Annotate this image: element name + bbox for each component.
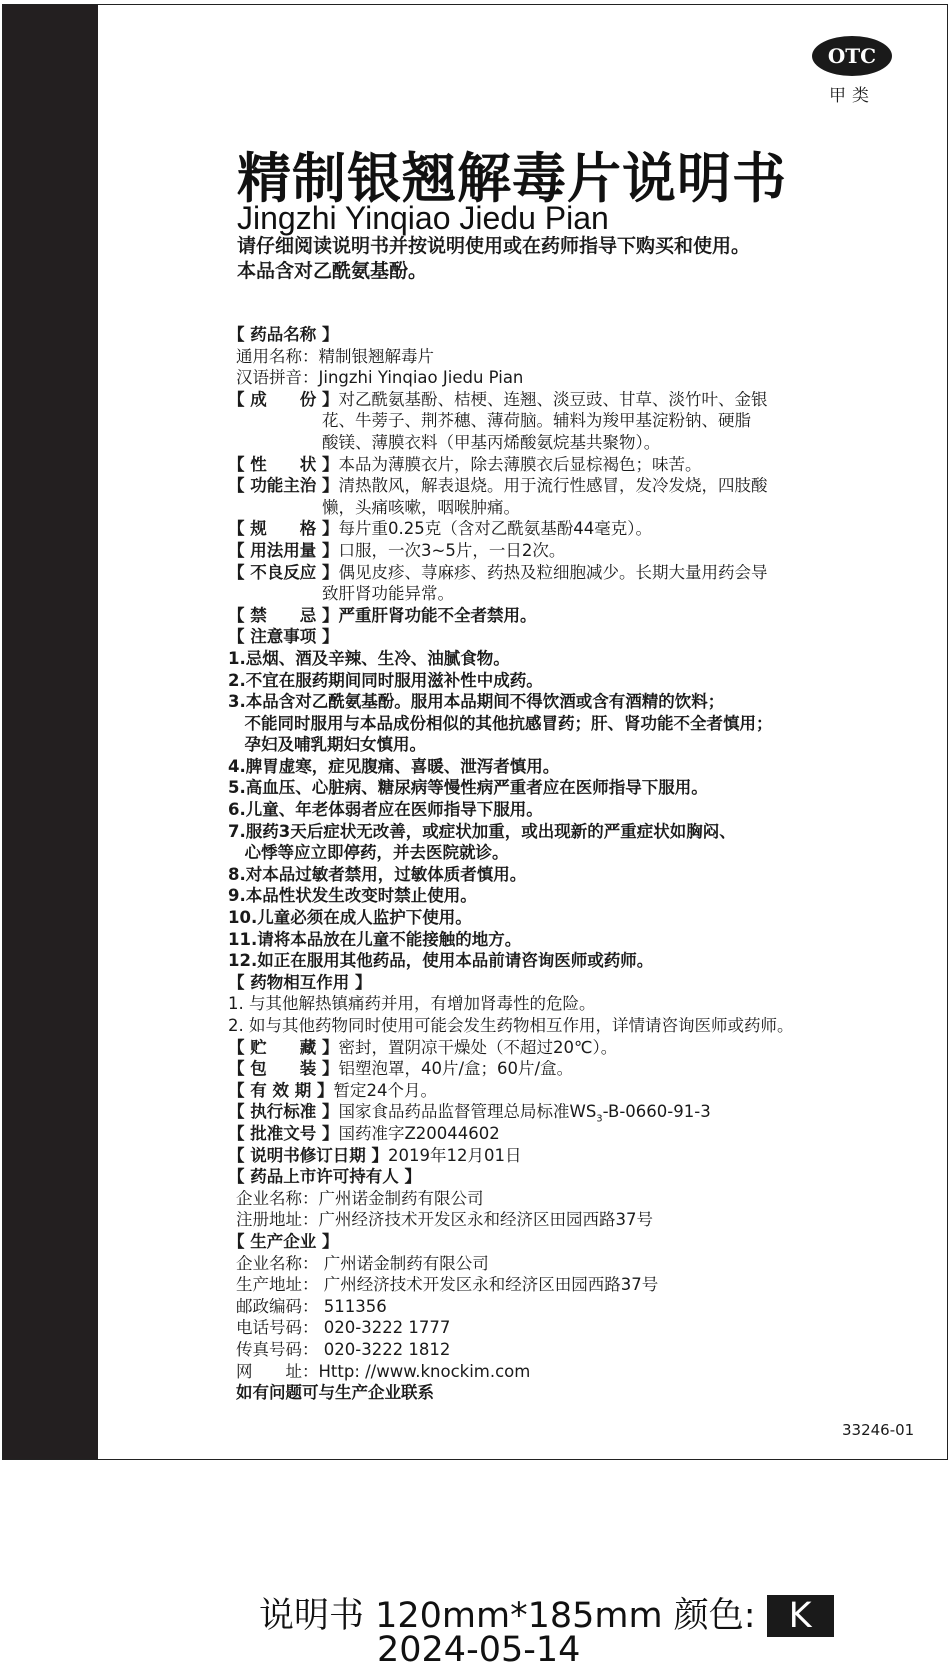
left-black-bar xyxy=(3,5,98,1459)
approval-line xyxy=(228,1123,888,1145)
storage-text: 密封，置阴凉干燥处（不超过20℃）。 xyxy=(338,1037,618,1057)
dosage-text: 口服，一次3~5片，一日2次。 xyxy=(338,540,566,560)
indications-line-1 xyxy=(228,475,888,497)
precaution-item: 3.本品含对乙酰氨基酚。服用本品期间不得饮酒或含有酒精的饮料； xyxy=(228,692,725,712)
revision-label: 【 说明书修订日期 】 xyxy=(228,1145,388,1165)
ingredients-line-2: 花、牛蒡子、荆芥穗、薄荷脑。辅料为羧甲基淀粉钠、硬脂 xyxy=(322,411,751,431)
precaution-item: 2.不宜在服药期间同时服用滋补性中成药。 xyxy=(228,670,543,690)
interaction-item: 2. 如与其他药物同时使用可能会发生药物相互作用，详情请咨询医师或药师。 xyxy=(228,1016,794,1035)
otc-badge: OTC xyxy=(812,36,892,76)
precaution-item: 不能同时服用与本品成份相似的其他抗感冒药；肝、肾功能不全者慎用； xyxy=(228,713,773,733)
revision-text: 2019年12月01日 xyxy=(388,1145,522,1165)
precaution-item: 孕妇及哺乳期妇女慎用。 xyxy=(228,735,426,755)
manufacturer-website: 网 址：Http: //www.knockim.com xyxy=(236,1361,531,1381)
leaflet-pinyin: Jingzhi Yinqiao Jiedu Pian xyxy=(237,200,609,236)
precaution-item: 4.脾胃虚寒，症见腹痛、喜暖、泄泻者慎用。 xyxy=(228,756,560,776)
storage-label: 【 贮 藏 】 xyxy=(228,1037,339,1057)
ingredients-text: 对乙酰氨基酚、桔梗、连翘、淡豆豉、甘草、淡竹叶、金银 xyxy=(338,389,768,409)
indications-label: 【 功能主治 】 xyxy=(228,476,339,496)
standard-text-suffix: -B-0660-91-3 xyxy=(602,1102,711,1122)
adverse-line-1 xyxy=(228,562,888,584)
package-line xyxy=(228,1058,888,1080)
manufacturer-address: 生产地址： 广州经济技术开发区永和经济区田园西路37号 xyxy=(236,1275,659,1295)
precaution-item: 8.对本品过敏者禁用，过敏体质者慎用。 xyxy=(228,864,527,884)
indications-line-2: 懒，头痛咳嗽，咽喉肿痛。 xyxy=(322,497,520,517)
contact-note: 如有问题可与生产企业联系 xyxy=(236,1383,434,1403)
leaflet-title: 精制银翘解毒片说明书 xyxy=(237,147,787,210)
print-date: 2024-05-14 xyxy=(377,1630,581,1670)
spec-text: 每片重0.25克（含对乙酰氨基酚44毫克）。 xyxy=(338,519,652,539)
indications-text: 清热散风，解表退烧。用于流行性感冒，发冷发烧，四肢酸 xyxy=(338,476,768,496)
pinyin-name: 汉语拼音：Jingzhi Yinqiao Jiedu Pian xyxy=(236,368,524,388)
adverse-text: 偶见皮疹、荨麻疹、药热及粒细胞减少。长期大量用药会导 xyxy=(338,562,768,582)
appearance-text: 本品为薄膜衣片，除去薄膜衣后显棕褐色；味苦。 xyxy=(338,454,702,474)
standard-subscript: 3 xyxy=(596,1113,603,1125)
dosage-label: 【 用法用量 】 xyxy=(228,540,339,560)
package-text: 铝塑泡罩，40片/盒；60片/盒。 xyxy=(338,1059,574,1079)
dosage-line xyxy=(228,540,888,562)
approval-text: 国药准字Z20044602 xyxy=(338,1123,500,1143)
ingredient-notice: 本品含对乙酰氨基酚。 xyxy=(237,260,428,282)
standard-label: 【 执行标准 】 xyxy=(228,1102,339,1122)
otc-class-label: 甲类 xyxy=(829,86,875,106)
spec-label: 【 规 格 】 xyxy=(228,519,339,539)
contra-line xyxy=(228,605,888,627)
leaflet-code: 33246-01 xyxy=(842,1421,915,1439)
standard-line xyxy=(228,1101,888,1123)
manufacturer-heading: 【 生产企业 】 xyxy=(228,1231,339,1251)
precaution-item: 12.如正在服用其他药品，使用本品前请咨询医师或药师。 xyxy=(228,951,654,971)
adverse-line-2: 致肝肾功能异常。 xyxy=(322,584,454,604)
manufacturer-fax: 传真号码： 020-3222 1812 xyxy=(236,1339,451,1359)
usage-notice: 请仔细阅读说明书并按说明使用或在药师指导下购买和使用。 xyxy=(237,235,751,257)
holder-name: 企业名称：广州诺金制药有限公司 xyxy=(236,1188,484,1208)
ingredients-label: 【 成 份 】 xyxy=(228,389,339,409)
precaution-item: 1.忌烟、酒及辛辣、生冷、油腻食物。 xyxy=(228,648,510,668)
leaflet-body xyxy=(228,324,888,1404)
contra-label: 【 禁 忌 】 xyxy=(228,605,339,625)
generic-name: 通用名称：精制银翘解毒片 xyxy=(236,346,434,366)
precaution-item: 心悸等应立即停药，并去医院就诊。 xyxy=(228,843,509,863)
drug-name-heading: 【 药品名称 】 xyxy=(228,325,339,344)
spec-line xyxy=(228,518,888,540)
contra-text: 严重肝肾功能不全者禁用。 xyxy=(338,605,537,625)
holder-address: 注册地址：广州经济技术开发区永和经济区田园西路37号 xyxy=(236,1210,653,1230)
precaution-item: 5.高血压、心脏病、糖尿病等慢性病严重者应在医师指导下服用。 xyxy=(228,778,708,798)
ingredients-line-3: 酸镁、薄膜衣料（甲基丙烯酸氨烷基共聚物）。 xyxy=(322,432,661,452)
precaution-item: 6.儿童、年老体弱者应在医师指导下服用。 xyxy=(228,800,543,820)
manufacturer-name: 企业名称： 广州诺金制药有限公司 xyxy=(236,1253,489,1273)
precaution-item: 10.儿童必须在成人监护下使用。 xyxy=(228,908,472,928)
precaution-item: 11.请将本品放在儿童不能接触的地方。 xyxy=(228,929,522,949)
adverse-label: 【 不良反应 】 xyxy=(228,562,339,582)
validity-label: 【 有 效 期 】 xyxy=(228,1080,334,1100)
appearance-line xyxy=(228,454,888,476)
print-spec-text: 说明书 120mm*185mm 颜色: xyxy=(259,1596,756,1636)
holder-heading: 【 药品上市许可持有人 】 xyxy=(228,1167,421,1187)
precaution-item: 9.本品性状发生改变时禁止使用。 xyxy=(228,886,477,906)
revision-line xyxy=(228,1145,888,1167)
interaction-item: 1. 与其他解热镇痛药并用，有增加肾毒性的危险。 xyxy=(228,994,596,1014)
ingredients-line-1 xyxy=(228,389,888,411)
storage-line xyxy=(228,1037,888,1059)
manufacturer-postcode: 邮政编码： 511356 xyxy=(236,1296,387,1316)
approval-label: 【 批准文号 】 xyxy=(228,1123,339,1143)
package-label: 【 包 装 】 xyxy=(228,1059,339,1079)
manufacturer-phone: 电话号码： 020-3222 1777 xyxy=(236,1318,451,1338)
validity-text: 暂定24个月。 xyxy=(333,1080,437,1100)
color-chip: K xyxy=(767,1595,834,1637)
interactions-heading: 【 药物相互作用 】 xyxy=(228,972,372,992)
standard-text-prefix: 国家食品药品监督管理总局标准WS xyxy=(338,1102,597,1122)
precautions-heading: 【 注意事项 】 xyxy=(228,627,339,647)
appearance-label: 【 性 状 】 xyxy=(228,454,339,474)
precaution-item: 7.服药3天后症状无改善，或症状加重，或出现新的严重症状如胸闷、 xyxy=(228,821,736,841)
validity-line xyxy=(228,1080,888,1102)
